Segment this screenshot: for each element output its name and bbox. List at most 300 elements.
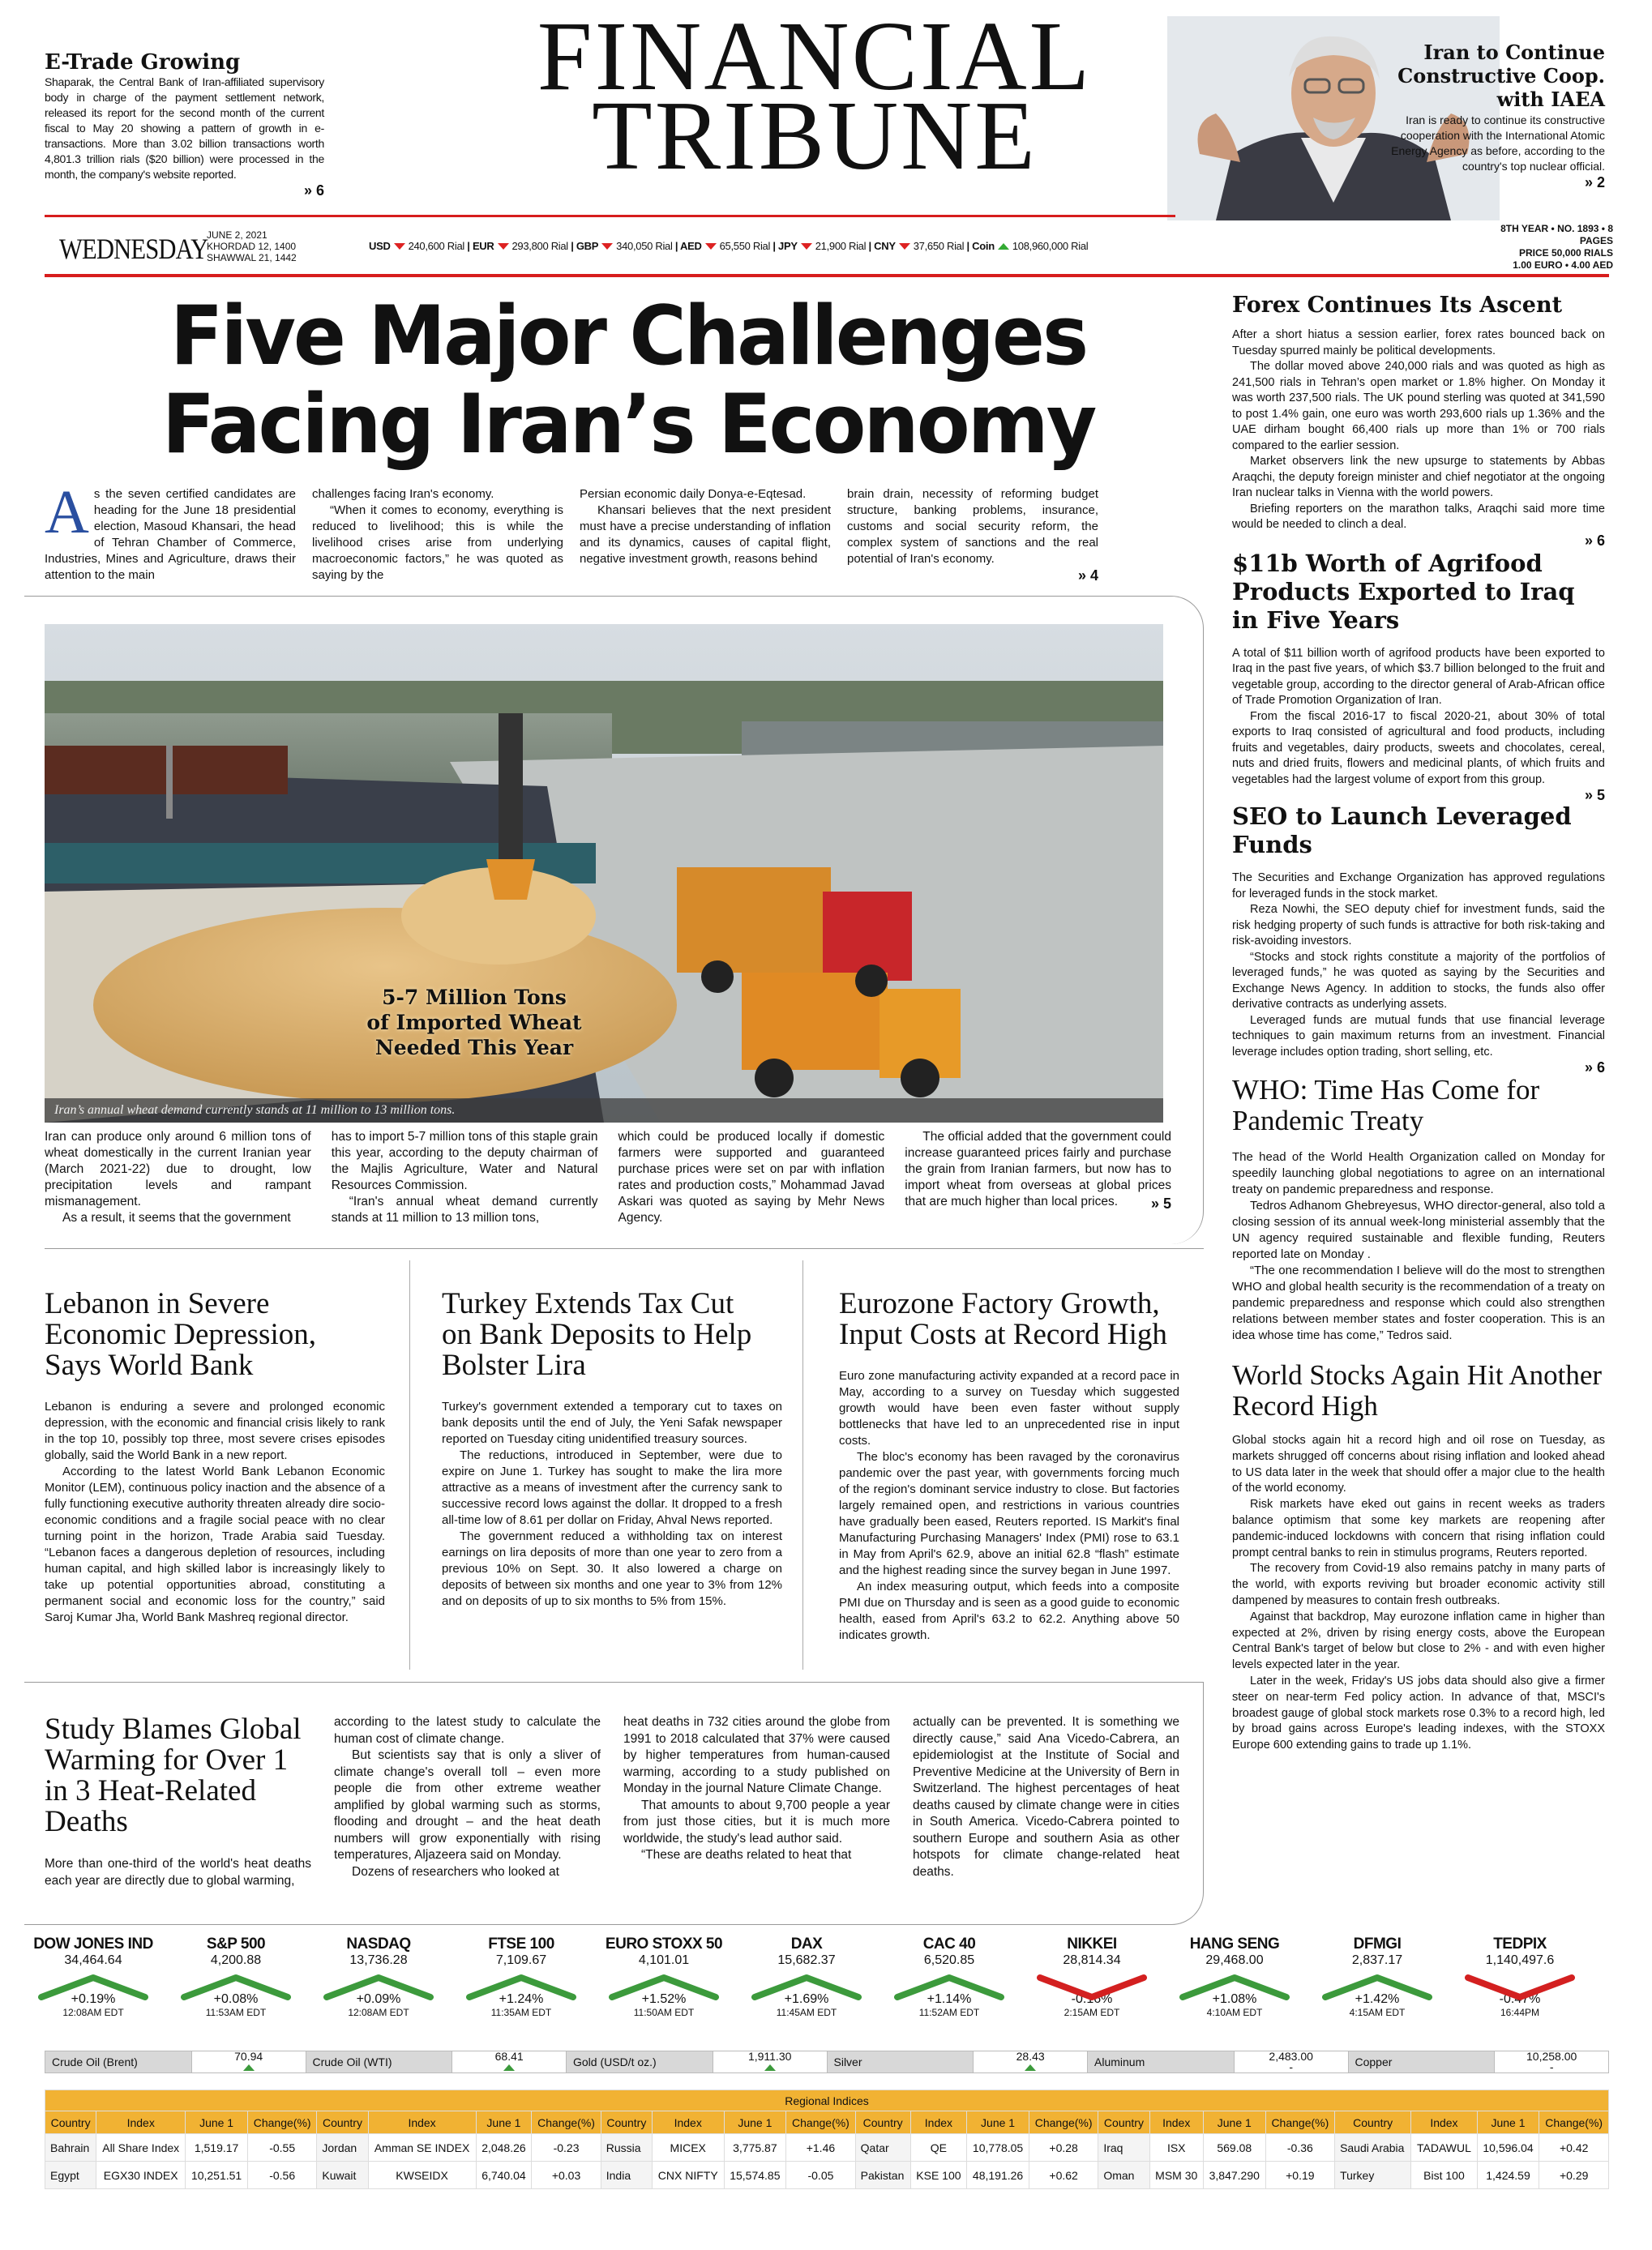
- climate-story: [45, 1714, 1179, 1889]
- wheat-page: 5: [1162, 1196, 1171, 1212]
- regional-header-cell: Change(%): [247, 2111, 316, 2134]
- climate-col2b: But scientists say that is only a sliver of climate change's overall toll – even more people die from other extreme weather amplified by global warming such as storms, flooding and drought – and the heat death numbers will grow exponentially with rising temperatures, Aljazeera said on Monday.: [334, 1748, 601, 1862]
- ticker-item: [369, 240, 473, 252]
- iaea-page: 2: [1596, 174, 1605, 190]
- regional-change: +1.46: [786, 2134, 855, 2162]
- arrow-down-icon: [705, 243, 717, 250]
- regional-header-cell: Country: [855, 2111, 910, 2134]
- regional-change: +0.28: [1029, 2134, 1098, 2162]
- climate-col1: More than one-third of the world's heat deaths each year are directly due to global warming,: [45, 1857, 311, 1888]
- mid-vline-1: [409, 1260, 410, 1670]
- index-block: [175, 1936, 297, 2018]
- commodity-price: 2,483.00: [1269, 2050, 1313, 2063]
- regional-value: 6,740.04: [476, 2162, 532, 2189]
- stocks-body: [1232, 1433, 1605, 1754]
- who-p2: Tedros Adhanom Ghebreyesus, WHO director-general, also told a closing session of its annual week-long ministerial assembly that the UN agency required sustainable and flexible funding, Reuters reported late on Monday .: [1232, 1199, 1605, 1261]
- index-time: 16:44PM: [1500, 2007, 1540, 2018]
- eurozone-p1: Euro zone manufacturing activity expanded at a record pace in May, according to a survey on Tuesday which suggested growth would have been even faster without supply bottlenecks that have led to an unprecedented rise in input costs.: [839, 1369, 1179, 1448]
- ticker-label: GBP: [576, 240, 599, 252]
- regional-country: Pakistan: [855, 2162, 910, 2189]
- mid-divider-top: [45, 1248, 1204, 1249]
- index-change: +0.09%: [356, 1992, 401, 2006]
- commodity-price: 1,911.30: [747, 2050, 792, 2063]
- regional-country: Iraq: [1098, 2134, 1149, 2162]
- index-name: EURO STOXX 50: [605, 1936, 723, 1953]
- regional-index: KSE 100: [910, 2162, 967, 2189]
- index-value: 29,468.00: [1205, 1953, 1264, 1967]
- index-change: +0.19%: [71, 1992, 116, 2006]
- regional-title: Regional Indices: [45, 2090, 1609, 2111]
- commodity-name: Gold (USD/t oz.): [567, 2051, 713, 2073]
- index-time: 11:45AM EDT: [776, 2007, 837, 2018]
- wheat-body: [45, 1129, 1171, 1226]
- ticker-value: 340,050 Rial: [616, 240, 673, 252]
- ticker-separator: |: [770, 240, 779, 252]
- seo-title: SEO to Launch Leveraged Funds: [1232, 802, 1572, 858]
- index-time: 12:08AM EDT: [348, 2007, 409, 2018]
- etrade-title: E-Trade Growing: [45, 50, 241, 75]
- commodity-dash: -: [1289, 2060, 1293, 2073]
- climate-col4: actually can be prevented. It is something we directly cause,” said Ana Vicedo-Cabrera, an epidemiologist at the Institute of Social and Preventive Medicine at the University of Bern in Switzerland. The highest percentages of heat deaths caused by climate change were in cities in South America. Vicedo-Cabrera pointed to southern Europe and southern Asia as other hotspots for climate change-related heat deaths.: [913, 1715, 1179, 1879]
- regional-country: Qatar: [855, 2134, 910, 2162]
- regional-indices: [45, 2090, 1609, 2189]
- index-value: 13,736.28: [349, 1953, 408, 1967]
- ticker-item: [778, 240, 874, 252]
- index-value: 4,200.88: [210, 1953, 262, 1967]
- commodity-value: [974, 2051, 1088, 2073]
- port-wheat-image: [45, 624, 1163, 1123]
- regional-index: Bist 100: [1411, 2162, 1477, 2189]
- index-name: DFMGI: [1353, 1936, 1402, 1953]
- regional-header-cell: Change(%): [786, 2111, 855, 2134]
- agri-p2: From the fiscal 2016-17 to fiscal 2020-21, about 30% of total exports to Iraq consisted of agricultural and food products, including fruits and vegetables, dairy products, sweets and chocolates, cereal, nuts and dried fruits, flowers and medicinal plants, of which fruits and vegetables had the largest volume of export from this group.: [1232, 709, 1605, 786]
- regional-index: All Share Index: [96, 2134, 186, 2162]
- chevron-icon: »: [1584, 1059, 1593, 1076]
- regional-index: MICEX: [652, 2134, 724, 2162]
- index-block: [1031, 1936, 1153, 2018]
- climate-col3c: “These are deaths related to heat that: [641, 1848, 852, 1862]
- regional-value: 3,775.87: [724, 2134, 786, 2162]
- wheat-col2: has to import 5-7 million tons of this staple grain this year, according to the deputy chairman of the Majlis Agriculture, Water and Natural Resources Commission.: [331, 1130, 598, 1192]
- index-change: +0.08%: [213, 1992, 259, 2006]
- regional-change: -0.36: [1265, 2134, 1334, 2162]
- index-time: 11:52AM EDT: [918, 2007, 980, 2018]
- regional-header-cell: Change(%): [532, 2111, 601, 2134]
- lead-col3b: Khansari believes that the next president must have a precise understanding of inflation and its dynamics, causes of capital flight, negative investment growth, reasons behind: [580, 503, 831, 566]
- regional-title-row: [45, 2090, 1609, 2111]
- index-block: [746, 1936, 867, 2018]
- regional-change: +0.19: [1265, 2162, 1334, 2189]
- regional-header-cell: June 1: [967, 2111, 1029, 2134]
- ticker-item: [972, 240, 1088, 252]
- trend-up-icon: [322, 1973, 435, 2000]
- lead-body: [45, 478, 1098, 584]
- eurozone-story: [839, 1289, 1179, 1644]
- regional-country: Egypt: [45, 2162, 96, 2189]
- commodities-table: [45, 2051, 1609, 2073]
- agri-body: [1232, 646, 1605, 803]
- regional-change: +0.62: [1029, 2162, 1098, 2189]
- index-value: 6,520.85: [923, 1953, 975, 1967]
- wheat-photo: [45, 624, 1163, 1123]
- arrow-up-icon: [503, 2064, 515, 2071]
- commodity-value: [191, 2051, 306, 2073]
- index-name: DOW JONES IND: [33, 1936, 153, 1953]
- iaea-body: Iran is ready to continue its constructive cooperation with the International Atomic Energy Agency as before, according to the country's top nuclear official.: [1391, 113, 1605, 173]
- ticker-separator: |: [672, 240, 681, 252]
- ticker-value: 240,600 Rial: [408, 240, 464, 252]
- turkey-story: [442, 1289, 782, 1610]
- index-time: 2:15AM EDT: [1064, 2007, 1120, 2018]
- right-column: [1232, 292, 1605, 1754]
- lead-col2: challenges facing Iran's economy.: [312, 487, 494, 501]
- index-block: [32, 1936, 154, 2018]
- index-change: -0.47%: [1499, 1992, 1541, 2006]
- regional-change: -0.55: [247, 2134, 316, 2162]
- date-lunar: SHAWWAL 21, 1442: [207, 252, 297, 263]
- commodity-name: Silver: [827, 2051, 974, 2073]
- regional-index: ISX: [1149, 2134, 1203, 2162]
- chevron-icon: »: [1584, 174, 1593, 190]
- ticker-label: CNY: [874, 240, 896, 252]
- ticker-label: AED: [680, 240, 702, 252]
- index-change: -0.16%: [1071, 1992, 1113, 2006]
- regional-header-cell: June 1: [724, 2111, 786, 2134]
- regional-header-cell: Index: [1411, 2111, 1477, 2134]
- index-name: NIKKEI: [1067, 1936, 1117, 1953]
- arrow-up-icon: [764, 2064, 776, 2071]
- ticker-label: JPY: [778, 240, 798, 252]
- arrow-up-icon: [1025, 2064, 1036, 2071]
- regional-index: Amman SE INDEX: [368, 2134, 476, 2162]
- agri-p1: A total of $11 billion worth of agrifood products have been exported to Iraq in the past five years, of which $3.7 billion belonged to the fruit and vegetable group, according to the director general of Arab-African office of Trade Promotion Organization of Iran.: [1232, 646, 1605, 707]
- ticker-item: [576, 240, 680, 252]
- lead-col1: s the seven certified candidates are heading for the June 18 presidential election, Masoud Khansari, the head of Tehran Chamber of Commerce, Industries, Mines and Agriculture, draws their attention to the main: [45, 487, 296, 582]
- trend-up-icon: [607, 1973, 721, 2000]
- seo-p2: Reza Nowhi, the SEO deputy chief for investment funds, said the risk hedging property of such funds is attractive for both risk-taking and risk-avoiding investors.: [1232, 903, 1605, 947]
- seo-p1: The Securities and Exchange Organization has approved regulations for leveraged funds in the stock market.: [1232, 871, 1605, 900]
- logo-line2: TRIBUNE: [592, 81, 1038, 190]
- seo-body: [1232, 870, 1605, 1075]
- forex-p3: Market observers link the new upsurge to statements by Abbas Araqchi, the deputy foreign minister and chief negotiator at the ongoing Iran nuclear talks in Vienna with the world powers.: [1232, 455, 1605, 499]
- arrow-down-icon: [394, 243, 405, 250]
- index-change: +1.08%: [1212, 1992, 1257, 2006]
- lebanon-p2: According to the latest World Bank Lebanon Economic Monitor (LEM), continuous policy inaction and the absence of a fully functioning executive authority threaten already dire socio-economic conditions and a fragile social peace with no clear turning point in the horizon, Trade Arabia said Tuesday. “Lebanon faces a dangerous depletion of resources, including human capital, and high skilled labor is increasingly likely to take up potential opportunities abroad, constituting a permanent social and economic loss for the country,” said Saroj Kumar Jha, World Bank Mashreq regional director.: [45, 1465, 385, 1624]
- regional-header-cell: Index: [910, 2111, 967, 2134]
- masthead-logo: [430, 2, 1200, 190]
- index-name: CAC 40: [922, 1936, 976, 1953]
- index-block: [888, 1936, 1010, 2018]
- forex-page: 6: [1596, 532, 1605, 549]
- index-block: [603, 1936, 725, 2018]
- eurozone-title: Eurozone Factory Growth, Input Costs at Record High: [839, 1287, 1167, 1351]
- regional-header-cell: Index: [96, 2111, 186, 2134]
- lebanon-title: Lebanon in Severe Economic Depression, Says World Bank: [45, 1287, 316, 1382]
- regional-header-cell: June 1: [186, 2111, 248, 2134]
- commodity-name: Aluminum: [1088, 2051, 1235, 2073]
- trend-up-icon: [750, 1973, 863, 2000]
- regional-table: [45, 2090, 1609, 2189]
- seo-p3: “Stocks and stock rights constitute a majority of the portfolios of leveraged funds,” he was quoted as saying by the Securities and Exchange News Agency. In addition to stocks, the funds also offer derivative contracts as underlying assets.: [1232, 950, 1605, 1011]
- index-time: 4:15AM EDT: [1349, 2007, 1406, 2018]
- regional-header-cell: Change(%): [1265, 2111, 1334, 2134]
- trend-up-icon: [179, 1973, 293, 2000]
- turkey-title: Turkey Extends Tax Cut on Bank Deposits to Help Bolster Lira: [442, 1287, 752, 1382]
- index-block: [318, 1936, 439, 2018]
- wheat-overlay-3: Needed This Year: [374, 1036, 574, 1059]
- commodity-price: 68.41: [494, 2050, 524, 2063]
- index-name: S&P 500: [206, 1936, 266, 1953]
- commodity-value: [713, 2051, 827, 2073]
- wheat-overlay-1: 5-7 Million Tons: [382, 986, 567, 1009]
- regional-header-cell: Country: [1098, 2111, 1149, 2134]
- commodities-panel: [45, 2051, 1609, 2073]
- iaea-brief: [1378, 41, 1605, 191]
- ticker-value: 37,650 Rial: [913, 240, 965, 252]
- ticker-item: [874, 240, 972, 252]
- turkey-p2: The reductions, introduced in September, were due to expire on June 1. Turkey has sought to make the lira more attractive as a means of investment after the currency sank to successive record lows against the dollar. It dropped to a fresh all-time low of 8.61 per dollar on Friday, Ahval News reported.: [442, 1448, 782, 1527]
- regional-header-cell: Index: [652, 2111, 724, 2134]
- index-change: +1.52%: [641, 1992, 687, 2006]
- trend-up-icon: [1320, 1973, 1434, 2000]
- date-gregorian: JUNE 2, 2021: [207, 229, 267, 241]
- commodity-price: 10,258.00: [1526, 2050, 1577, 2063]
- wheat-col4: The official added that the government could increase guaranteed prices fairly and purchase the grain from Iranian farmers, but now has to import wheat from overseas at global prices that are much higher than local prices.: [905, 1130, 1171, 1208]
- regional-value: 10,778.05: [967, 2134, 1029, 2162]
- stocks-p2: Risk markets have eked out gains in recent weeks as traders balance optimism that some key markets are reopening after pandemic-induced lockdowns with concern that rising inflation could prompt central banks to rein in stimulus programs, Reuters reported.: [1232, 1498, 1605, 1559]
- lebanon-p1: Lebanon is enduring a severe and prolonged economic depression, with the economic and financial crisis likely to rank in the top 10, possibly top three, most severe crises episodes globally, said the World Bank in a new report.: [45, 1400, 385, 1462]
- chevron-icon: »: [1584, 787, 1593, 803]
- arrow-down-icon: [498, 243, 509, 250]
- commodity-value: [1234, 2051, 1348, 2073]
- index-name: HANG SENG: [1189, 1936, 1280, 1953]
- ticker-value: 65,550 Rial: [719, 240, 771, 252]
- regional-value: 15,574.85: [724, 2162, 786, 2189]
- issue-price: PRICE 50,000 RIALS: [1518, 247, 1613, 259]
- world-indices: [32, 1936, 1621, 2049]
- commodities-row: [45, 2051, 1609, 2073]
- dropcap: A: [45, 478, 89, 546]
- regional-header-row: [45, 2111, 1609, 2134]
- index-name: DAX: [790, 1936, 823, 1953]
- who-body: [1232, 1149, 1605, 1344]
- turkey-p1: Turkey's government extended a temporary cut to taxes on bank deposits until the end of July, the Yeni Safak newspaper reported on Tuesday citing unidentified treasury sources.: [442, 1400, 782, 1446]
- regional-row: [45, 2162, 1609, 2189]
- regional-row: [45, 2134, 1609, 2162]
- stocks-p5: Later in the week, Friday's US jobs data should also give a firmer steer on near-term Fed policy action. In advance of that, MSCI's broadest gauge of global stock markets rose 0.3% to a record high, led by broad gains across Europe's leading indexes, with the STOXX Europe 600 extending gains to trade up 1.1%.: [1232, 1674, 1605, 1752]
- index-block: [1459, 1936, 1581, 2018]
- eurozone-p3: An index measuring output, which feeds into a composite PMI due on Thursday and is seen as a good guide to economic health, eased from April's 63.2 to 62.2. Anything above 50 indicates growth.: [839, 1580, 1179, 1642]
- who-title: WHO: Time Has Come for Pandemic Treaty: [1232, 1074, 1540, 1136]
- forex-title: Forex Continues Its Ascent: [1232, 293, 1563, 318]
- stocks-p3: The recovery from Covid-19 also remains patchy in many parts of the world, with exports reviving but broader economic activity still dampened by measures to contain fresh outbreaks.: [1232, 1562, 1605, 1607]
- seo-p4: Leveraged funds are mutual funds that use financial leverage techniques to gain maximum returns from an investment. Financial leverage includes option trading, short selling, etc.: [1232, 1013, 1605, 1059]
- stocks-p1: Global stocks again hit a record high and oil rose on Tuesday, as markets shrugged off concerns about rising inflation and looked ahead to US data later in the week that should offer a major clue to the health of the world economy.: [1232, 1434, 1605, 1495]
- wheat-col3: which could be produced locally if domestic farmers were supported and guaranteed purchase prices were set on par with inflation rates and production costs,” Mohammad Javad Askari was quoted as saying by Mehr News Agency.: [618, 1130, 885, 1225]
- regional-index: MSM 30: [1149, 2162, 1203, 2189]
- ticker-label: EUR: [472, 240, 494, 252]
- ticker-label: Coin: [972, 240, 995, 252]
- regional-header-cell: Change(%): [1539, 2111, 1609, 2134]
- trend-up-icon: [36, 1973, 150, 2000]
- climate-col3b: That amounts to about 9,700 people a year from just those cities, but it is much more worldwide, the study's lead author said.: [623, 1798, 890, 1846]
- regional-value: 1,424.59: [1477, 2162, 1539, 2189]
- regional-value: 2,048.26: [476, 2134, 532, 2162]
- masthead-rule-bottom: [45, 274, 1609, 277]
- currency-ticker: [369, 240, 1220, 252]
- lead-col4: brain drain, necessity of reforming budget structure, banking problems, insurance, customs and social security reform, the complex system of sanctions and the real potential of Iran's economy.: [847, 487, 1098, 566]
- forex-p2: The dollar moved above 240,000 rials and was quoted as high as 241,500 rials in Tehran’s open market or 1.8% higher. On Monday it was worth 237,500 rials. The UK pound sterling was quoted at 341,590 to post 1.4% gain, one euro was worth 293,600 rials up 1.36% and the UAE dirham bought 66,400 rials up more than 1% or 700 rials compared to the earlier session.: [1232, 360, 1605, 452]
- etrade-body: Shaparak, the Central Bank of Iran-affiliated supervisory body in charge of the payment settlement network, released its report for the second month of the current fiscal to May 20 showing a pattern of growth in e-transactions. More than 3.02 billion transactions worth 4,801.3 trillion rials ($20 billion) were processed in the month, the company's website reported.: [45, 75, 324, 181]
- etrade-page: 6: [315, 182, 324, 199]
- index-time: 11:53AM EDT: [205, 2007, 267, 2018]
- index-value: 2,837.17: [1351, 1953, 1403, 1967]
- regional-value: 10,596.04: [1477, 2134, 1539, 2162]
- index-change: +1.69%: [784, 1992, 829, 2006]
- stocks-p4: Against that backdrop, May eurozone inflation came in higher than expected at 2%, driven by rising energy costs, above the European Central Bank's target of below but close to 2% - and with even higher levels expected later in the year.: [1232, 1610, 1605, 1672]
- chevron-icon: »: [1077, 567, 1086, 584]
- index-value: 1,140,497.6: [1485, 1953, 1555, 1967]
- lead-col2b: “When it comes to economy, everything is reduced to livelihood; this is while the livelihood crises arise from underlying macroeconomic factors,” he was quoted as saying by the: [312, 503, 563, 582]
- regional-index: CNX NIFTY: [652, 2162, 724, 2189]
- weekday: WEDNESDAY: [59, 233, 208, 265]
- regional-change: +0.29: [1539, 2162, 1609, 2189]
- commodity-name: Crude Oil (WTI): [306, 2051, 452, 2073]
- regional-country: Russia: [601, 2134, 652, 2162]
- index-block: [460, 1936, 582, 2018]
- regional-change: -0.56: [247, 2162, 316, 2189]
- regional-change: +0.03: [532, 2162, 601, 2189]
- commodity-name: Crude Oil (Brent): [45, 2051, 192, 2073]
- wheat-col1: Iran can produce only around 6 million tons of wheat domestically in the current Iranian year (March 2021-22) due to drought, low precipitation levels and rampant mismanagement.: [45, 1130, 311, 1208]
- regional-header-cell: Index: [1149, 2111, 1203, 2134]
- forex-body: [1232, 327, 1605, 548]
- arrow-down-icon: [899, 243, 910, 250]
- index-change: +1.42%: [1355, 1992, 1400, 2006]
- forex-p1: After a short hiatus a session earlier, forex rates bounced back on Tuesday spurred mainly be political developments.: [1232, 328, 1605, 357]
- index-value: 7,109.67: [495, 1953, 547, 1967]
- regional-country: Saudi Arabia: [1335, 2134, 1411, 2162]
- masthead-rule-top: [45, 215, 1175, 217]
- date-block: [207, 229, 297, 263]
- regional-header-cell: June 1: [1477, 2111, 1539, 2134]
- regional-country: India: [601, 2162, 652, 2189]
- chevron-icon: »: [303, 182, 312, 199]
- ticker-separator: |: [567, 240, 576, 252]
- regional-header-cell: Country: [317, 2111, 368, 2134]
- ticker-separator: |: [866, 240, 875, 252]
- ticker-value: 293,800 Rial: [511, 240, 568, 252]
- iaea-title: Iran to Continue Constructive Coop. with IAEA: [1397, 41, 1605, 111]
- seo-page: 6: [1596, 1059, 1605, 1076]
- lebanon-story: [45, 1289, 385, 1626]
- index-time: 11:50AM EDT: [633, 2007, 695, 2018]
- regional-change: +0.42: [1539, 2134, 1609, 2162]
- index-time: 12:08AM EDT: [62, 2007, 124, 2018]
- regional-header-cell: Country: [601, 2111, 652, 2134]
- index-name: NASDAQ: [346, 1936, 411, 1953]
- turkey-p3: The government reduced a withholding tax on interest earnings on lira deposits of more than one year to zero from a previous 10% on Sept. 30. It also lowered a charge on deposits of between six months and one year to 3% from 12% and on deposits of up to six months to 5% from 15%.: [442, 1529, 782, 1608]
- index-value: 15,682.37: [777, 1953, 836, 1967]
- climate-col2c: Dozens of researchers who looked at: [352, 1864, 559, 1879]
- regional-change: -0.23: [532, 2134, 601, 2162]
- arrow-down-icon: [601, 243, 613, 250]
- index-time: 11:35AM EDT: [490, 2007, 552, 2018]
- commodity-dash: -: [1549, 2060, 1554, 2073]
- lead-col3: Persian economic daily Donya-e-Eqtesad.: [580, 487, 807, 501]
- wheat-overlay: [353, 985, 596, 1060]
- regional-header-cell: Change(%): [1029, 2111, 1098, 2134]
- who-p3: “The one recommendation I believe will do the most to strengthen WHO and global health security is the recommendation of a treaty on pandemic preparedness and response which could also strengthen relations between member states and foster cooperation. This is an idea whose time has come,” Tedros said.: [1232, 1264, 1605, 1342]
- issue-number: 8TH YEAR • NO. 1893 • 8 PAGES: [1500, 223, 1613, 246]
- regional-value: 3,847.290: [1203, 2162, 1265, 2189]
- ticker-label: USD: [369, 240, 391, 252]
- ticker-value: 108,960,000 Rial: [1012, 240, 1089, 252]
- date-persian: KHORDAD 12, 1400: [207, 241, 297, 252]
- climate-title: Study Blames Global Warming for Over 1 in 3 Heat-Related Deaths: [45, 1713, 302, 1838]
- regional-value: 10,251.51: [186, 2162, 248, 2189]
- regional-country: Turkey: [1335, 2162, 1411, 2189]
- regional-change: -0.05: [786, 2162, 855, 2189]
- mid-vline-2: [802, 1260, 803, 1670]
- ticker-separator: |: [964, 240, 973, 252]
- agri-title: $11b Worth of Agrifood Products Exported to Iraq in Five Years: [1232, 549, 1575, 634]
- regional-value: 569.08: [1203, 2134, 1265, 2162]
- trend-down-icon: [1035, 1973, 1149, 2000]
- forex-p4: Briefing reporters on the marathon talks, Araqchi said more time would be needed to clinch a deal.: [1232, 502, 1605, 531]
- commodity-price: 70.94: [234, 2050, 263, 2063]
- regional-header-cell: June 1: [1203, 2111, 1265, 2134]
- who-p1: The head of the World Health Organization called on Monday for speedily launching global negotiations to agree on an international treaty on pandemic preparedness and response.: [1232, 1150, 1605, 1196]
- regional-value: 48,191.26: [967, 2162, 1029, 2189]
- wheat-col1b: As a result, it seems that the government: [62, 1211, 291, 1225]
- regional-value: 1,519.17: [186, 2134, 248, 2162]
- wheat-caption: Iran’s annual wheat demand currently stands at 11 million to 13 million tons.: [45, 1098, 1163, 1123]
- ticker-item: [680, 240, 778, 252]
- regional-header-cell: June 1: [476, 2111, 532, 2134]
- climate-col2a: according to the latest study to calculate the human cost of climate change.: [334, 1715, 601, 1746]
- lead-page: 4: [1089, 567, 1098, 584]
- index-name: FTSE 100: [488, 1936, 554, 1953]
- regional-header-cell: Index: [368, 2111, 476, 2134]
- chevron-icon: »: [1584, 532, 1593, 549]
- arrow-down-icon: [801, 243, 812, 250]
- arrow-up-icon: [998, 243, 1009, 250]
- regional-index: KWSEIDX: [368, 2162, 476, 2189]
- regional-index: EGX30 INDEX: [96, 2162, 186, 2189]
- lead-headline-line2: Facing Iran’s Economy: [161, 376, 1095, 473]
- logo-line1: FINANCIAL: [537, 2, 1093, 111]
- wheat-overlay-2: of Imported Wheat: [366, 1011, 582, 1034]
- index-time: 4:10AM EDT: [1206, 2007, 1263, 2018]
- index-change: +1.24%: [499, 1992, 544, 2006]
- regional-country: Bahrain: [45, 2134, 96, 2162]
- regional-country: Oman: [1098, 2162, 1149, 2189]
- climate-col3a: heat deaths in 732 cities around the globe from 1991 to 2018 calculated that 37% were caused by higher temperatures from human-caused warming, according to a study published on Monday in the journal Nature Climate Change.: [623, 1715, 890, 1795]
- regional-country: Jordan: [317, 2134, 368, 2162]
- lead-headline-line1: Five Major Challenges: [169, 288, 1087, 384]
- commodity-value: [1495, 2051, 1609, 2073]
- commodity-name: Copper: [1348, 2051, 1495, 2073]
- trend-down-icon: [1463, 1973, 1577, 2000]
- dateline: [45, 225, 1212, 274]
- arrow-up-icon: [243, 2064, 255, 2071]
- index-change: +1.14%: [927, 1992, 972, 2006]
- issue-euro: 1.00 EURO • 4.00 AED: [1513, 259, 1613, 271]
- regional-header-cell: Country: [1335, 2111, 1411, 2134]
- index-value: 34,464.64: [64, 1953, 122, 1967]
- stocks-title: World Stocks Again Hit Another Record High: [1232, 1359, 1603, 1422]
